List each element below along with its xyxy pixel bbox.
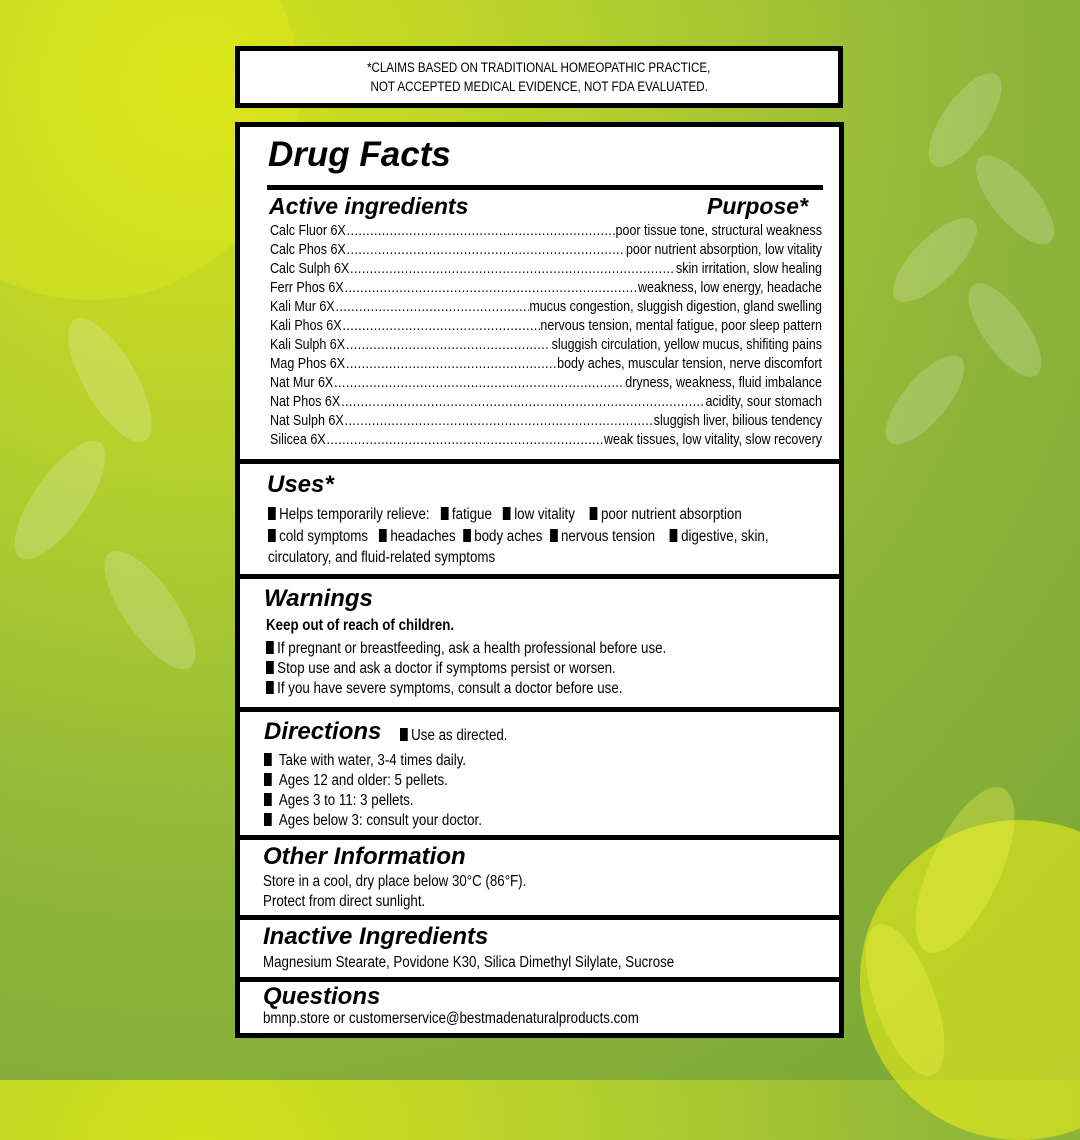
uses-line — [268, 506, 819, 524]
ingredient-row — [270, 223, 822, 242]
leaf-decoration-icon — [0, 300, 235, 760]
use-item: poor nutrient absorption — [600, 506, 742, 523]
inactive-ingredients-title: Inactive Ingredients — [263, 923, 489, 950]
bullet-icon — [266, 641, 274, 654]
uses-title: Uses* — [267, 471, 334, 498]
uses-intro: Helps temporarily relieve: — [279, 506, 430, 523]
bullet-icon — [266, 661, 274, 674]
bullet-icon — [268, 507, 276, 520]
bullet-icon — [379, 529, 387, 542]
use-item: fatigue — [451, 506, 492, 523]
ingredient-purpose: dryness, weakness, fluid imbalance — [625, 375, 822, 391]
warnings-title: Warnings — [264, 585, 373, 612]
ingredient-name: Kali Sulph 6X — [270, 337, 346, 353]
dot-leader — [326, 432, 603, 448]
bullet-icon — [441, 507, 449, 520]
other-information-line: Protect from direct sunlight. — [263, 893, 426, 910]
warning-item: If you have severe symptoms, consult a doctor before use. — [266, 680, 680, 698]
ingredient-purpose: sluggish circulation, yellow mucus, shifiting pains — [551, 337, 822, 353]
direction-item: Ages 12 and older: 5 pellets. — [264, 772, 478, 790]
ingredient-name: Nat Mur 6X — [270, 375, 334, 391]
dot-leader — [346, 356, 556, 372]
use-item: low vitality — [514, 506, 575, 523]
ingredient-purpose: poor nutrient absorption, low vitality — [625, 242, 822, 258]
ingredient-name: Calc Phos 6X — [270, 242, 346, 258]
direction-item: Ages below 3: consult your doctor. — [264, 812, 517, 830]
dot-leader — [347, 223, 615, 239]
ingredient-purpose: mucus congestion, sluggish digestion, gland swelling — [529, 299, 822, 315]
section-divider — [240, 915, 839, 920]
ingredient-name: Silicea 6X — [270, 432, 326, 448]
use-item: cold symptoms — [279, 528, 369, 545]
dot-leader — [341, 394, 705, 410]
leaf-decoration-icon — [845, 60, 1080, 480]
bullet-icon — [264, 753, 272, 766]
questions-contact[interactable]: bmnp.store or customerservice@bestmadenaturalproducts.com — [263, 1010, 639, 1027]
bullet-icon — [503, 507, 511, 520]
bullet-icon — [550, 529, 558, 542]
ingredient-row — [270, 318, 822, 337]
active-ingredients-header: Active ingredients — [269, 193, 469, 219]
ingredient-row — [270, 337, 822, 356]
use-item: digestive, skin, — [681, 528, 769, 545]
drug-facts-title: Drug Facts — [268, 135, 451, 174]
use-item: headaches — [390, 528, 456, 545]
ingredient-name: Calc Sulph 6X — [270, 261, 350, 277]
bullet-icon — [264, 793, 272, 806]
dot-leader — [345, 413, 653, 429]
disclaimer-line: NOT ACCEPTED MEDICAL EVIDENCE, NOT FDA EVALUATED. — [370, 79, 708, 94]
purpose-header: Purpose* — [707, 193, 808, 219]
section-divider — [240, 977, 839, 982]
section-divider — [240, 574, 839, 579]
warning-item: Stop use and ask a doctor if symptoms persist or worsen. — [266, 660, 673, 678]
ingredient-purpose: acidity, sour stomach — [705, 394, 822, 410]
ingredient-row — [270, 356, 822, 375]
disclaimer-line: *CLAIMS BASED ON TRADITIONAL HOMEOPATHIC PRACTICE, — [367, 60, 711, 75]
use-item: nervous tension — [560, 528, 656, 545]
directions-title: Directions — [264, 718, 382, 745]
bullet-icon — [463, 529, 471, 542]
keep-out-warning: Keep out of reach of children. — [266, 617, 455, 634]
questions-title: Questions — [263, 983, 381, 1010]
ingredient-row — [270, 242, 822, 261]
dot-leader — [347, 242, 625, 258]
ingredient-row — [270, 432, 822, 451]
directions-inline: Use as directed. — [400, 727, 525, 745]
bullet-icon — [670, 529, 678, 542]
ingredient-name: Calc Fluor 6X — [270, 223, 346, 239]
title-rule — [267, 185, 823, 190]
ingredient-name: Ferr Phos 6X — [270, 280, 344, 296]
dot-leader — [346, 337, 551, 353]
disclaimer-box — [235, 46, 843, 108]
section-divider — [240, 707, 839, 712]
ingredient-row — [270, 280, 822, 299]
ingredient-purpose: body aches, muscular tension, nerve discomfort — [557, 356, 822, 372]
ingredient-row — [270, 394, 822, 413]
ingredient-name: Nat Sulph 6X — [270, 413, 344, 429]
inactive-ingredients-text: Magnesium Stearate, Povidone K30, Silica Dimethyl Silylate, Sucrose — [263, 954, 675, 971]
dot-leader — [342, 318, 539, 334]
bullet-icon — [590, 507, 598, 520]
ingredient-row — [270, 413, 822, 432]
ingredient-row — [270, 299, 822, 318]
bullet-icon — [400, 728, 408, 741]
other-information-line: Store in a cool, dry place below 30°C (86°F). — [263, 873, 527, 890]
direction-item: Take with water, 3-4 times daily. — [264, 752, 499, 770]
dot-leader — [334, 375, 624, 391]
ingredient-purpose: weak tissues, low vitality, slow recovery — [603, 432, 822, 448]
ingredient-row — [270, 261, 822, 280]
leaf-decoration-icon — [845, 780, 1080, 1080]
ingredient-name: Nat Phos 6X — [270, 394, 341, 410]
dot-leader — [350, 261, 675, 277]
ingredient-name: Mag Phos 6X — [270, 356, 346, 372]
ingredient-purpose: poor tissue tone, structural weakness — [615, 223, 822, 239]
warning-item: If pregnant or breastfeeding, ask a health professional before use. — [266, 640, 731, 658]
ingredient-purpose: nervous tension, mental fatigue, poor sleep pattern — [540, 318, 822, 334]
ingredient-purpose: skin irritation, slow healing — [676, 261, 822, 277]
drug-facts-panel — [235, 122, 844, 1038]
dot-leader — [345, 280, 638, 296]
ingredient-purpose: weakness, low energy, headache — [637, 280, 822, 296]
dot-leader — [336, 299, 529, 315]
ingredient-name: Kali Phos 6X — [270, 318, 342, 334]
uses-line — [268, 528, 850, 546]
use-item: body aches — [474, 528, 543, 545]
section-divider — [240, 459, 839, 464]
ingredient-purpose: sluggish liver, bilious tendency — [653, 413, 822, 429]
direction-item: Ages 3 to 11: 3 pellets. — [264, 792, 438, 810]
other-information-title: Other Information — [263, 843, 466, 870]
bullet-icon — [264, 813, 272, 826]
ingredient-name: Kali Mur 6X — [270, 299, 335, 315]
section-divider — [240, 835, 839, 840]
bullet-icon — [266, 681, 274, 694]
uses-continuation: circulatory, and fluid-related symptoms — [268, 549, 496, 566]
bullet-icon — [268, 529, 276, 542]
ingredient-row — [270, 375, 822, 394]
bullet-icon — [264, 773, 272, 786]
